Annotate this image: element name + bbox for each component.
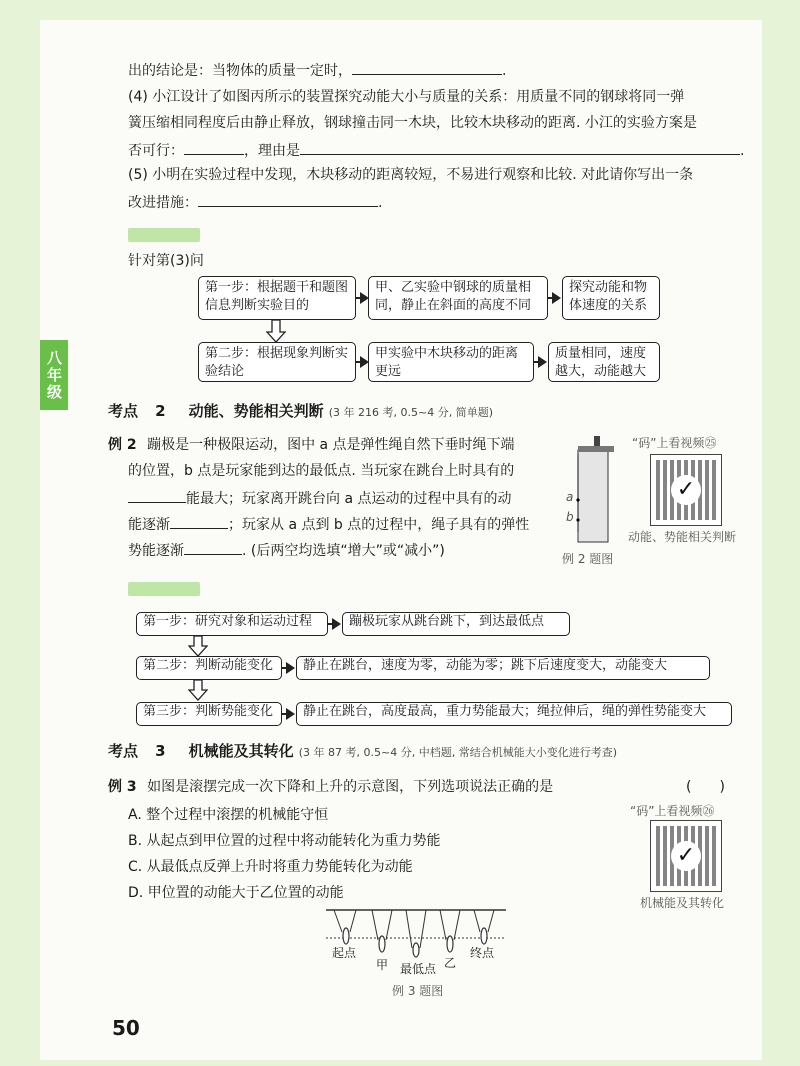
arrow-down-icon bbox=[188, 636, 208, 658]
arrow-right-icon bbox=[332, 618, 341, 630]
video-label bbox=[632, 434, 716, 451]
conclusion-text: 出的结论是：当物体的质量一定时， bbox=[128, 63, 352, 79]
flow1-step1-box: 第一步：根据题干和题图信息判断实验目的 bbox=[198, 276, 356, 320]
q5-line2 bbox=[128, 192, 382, 212]
example-label: 例 3 bbox=[108, 779, 137, 795]
example2-text: . (后两空均选填“增大”或“减小”) bbox=[242, 543, 445, 559]
section-tag-bar bbox=[128, 228, 200, 242]
example3-text: 如图是滚摆完成一次下降和上升的示意图，下列选项说法正确的是 bbox=[147, 779, 554, 795]
flow1-phenomenon-box: 甲实验中木块移动的距离更远 bbox=[368, 342, 534, 382]
check-icon: ✓ bbox=[671, 841, 701, 871]
arrow-right-icon bbox=[286, 662, 295, 674]
flow1-condition-box: 甲、乙实验中钢球的质量相同，静止在斜面的高度不同 bbox=[368, 276, 548, 320]
bungee-figure bbox=[560, 432, 616, 544]
fig-label-start: 起点 bbox=[332, 946, 357, 960]
video-label-text: “码”上看视频 bbox=[632, 436, 705, 450]
q4-line3 bbox=[128, 140, 744, 160]
point-a-label: a bbox=[566, 490, 574, 504]
check-icon: ✓ bbox=[671, 475, 701, 505]
kaodian-label: 考点 bbox=[108, 402, 139, 420]
period: . bbox=[740, 143, 745, 159]
example2-line1 bbox=[108, 436, 515, 454]
fig-label-yi: 乙 bbox=[444, 956, 457, 970]
fig-label-end: 终点 bbox=[470, 946, 495, 960]
answer-blank[interactable] bbox=[352, 60, 502, 75]
arrow-right-icon bbox=[552, 292, 561, 304]
section-tag-bar bbox=[128, 582, 200, 596]
qr-caption: 机械能及其转化 bbox=[640, 896, 725, 910]
flow2-step1-box: 第一步：研究对象和运动过程 bbox=[136, 612, 328, 636]
example2-text: ；玩家从 a 点到 b 点的过程中，绳子具有的弹性 bbox=[228, 517, 530, 533]
q5-line1: (5) 小明在实验过程中发现，木块移动的距离较短，不易进行观察和比较. 对此请你写出一条 bbox=[128, 167, 694, 183]
elastic-change-blank[interactable] bbox=[184, 540, 242, 555]
example2-figure-caption: 例 2 题图 bbox=[562, 552, 614, 566]
flow2-step3-box: 第三步：判断势能变化 bbox=[136, 702, 282, 726]
flow2-step1-result: 蹦极玩家从跳台跳下，到达最低点 bbox=[342, 612, 570, 636]
option-c[interactable]: C. 从最低点反弹上升时将重力势能转化为动能 bbox=[128, 859, 413, 875]
energy-type-blank[interactable] bbox=[128, 488, 186, 503]
example2-text: 能逐渐 bbox=[128, 517, 170, 533]
video-number: ㉖ bbox=[702, 804, 715, 818]
arrow-right-icon bbox=[538, 356, 547, 368]
video-label-text: “码”上看视频 bbox=[630, 804, 703, 818]
q4-line2: 簧压缩相同程度后由静止释放，钢球撞击同一木块，比较木块移动的距离. 小江的实验方案是 bbox=[128, 115, 697, 131]
flow1-step2-box: 第二步：根据现象判断实验结论 bbox=[198, 342, 356, 382]
kaodian-label: 考点 bbox=[108, 742, 139, 760]
option-a[interactable]: A. 整个过程中滚摆的机械能守恒 bbox=[128, 807, 329, 823]
example3-figure-caption: 例 3 题图 bbox=[392, 984, 444, 998]
flow2-step3-result: 静止在跳台，高度最高，重力势能最大；绳拉伸后，绳的弹性势能变大 bbox=[296, 702, 732, 726]
measure-blank[interactable] bbox=[198, 192, 378, 207]
example2-line2: 的位置，b 点是玩家能到达的最低点. 当玩家在跳台上时具有的 bbox=[128, 463, 515, 479]
arrow-down-icon bbox=[266, 320, 286, 344]
fig-label-lowest: 最低点 bbox=[400, 962, 437, 976]
reason-blank[interactable] bbox=[300, 140, 740, 155]
example2-text: 蹦极是一种极限运动，图中 a 点是弹性绳自然下垂时绳下端 bbox=[147, 437, 515, 453]
flow1-conclusion-box: 质量相同，速度越大，动能越大 bbox=[548, 342, 660, 382]
example-label: 例 2 bbox=[108, 437, 137, 453]
period: . bbox=[502, 63, 507, 79]
video-number: ㉕ bbox=[704, 436, 717, 450]
period: . bbox=[378, 195, 383, 211]
point-b-label: b bbox=[566, 510, 574, 524]
example2-line4 bbox=[128, 514, 529, 534]
q4-line1: (4) 小江设计了如图丙所示的装置探究动能大小与质量的关系：用质量不同的钢球将同一弹 bbox=[128, 89, 685, 105]
flow2-step2-result: 静止在跳台，速度为零，动能为零；跳下后速度变大，动能变大 bbox=[296, 656, 710, 680]
example2-line3 bbox=[128, 488, 511, 508]
feasible-blank[interactable] bbox=[184, 140, 244, 155]
kaodian2-heading bbox=[108, 400, 493, 421]
kaodian-number: 2 bbox=[155, 402, 166, 420]
kaodian-title: 动能、势能相关判断 bbox=[188, 402, 324, 420]
arrow-down-icon bbox=[188, 680, 208, 702]
q5-measure-label: 改进措施： bbox=[128, 195, 198, 211]
video-label bbox=[630, 802, 714, 819]
example2-text: 能最大；玩家离开跳台向 a 点运动的过程中具有的动 bbox=[186, 491, 512, 507]
example2-text: 势能逐渐 bbox=[128, 543, 184, 559]
qr-code[interactable] bbox=[650, 820, 722, 892]
q4-feasible-label: 否可行： bbox=[128, 143, 184, 159]
fig-label-jia: 甲 bbox=[376, 958, 389, 972]
option-d[interactable]: D. 甲位置的动能大于乙位置的动能 bbox=[128, 885, 344, 901]
example3-stem bbox=[108, 778, 553, 796]
kinetic-change-blank[interactable] bbox=[170, 514, 228, 529]
kaodian-note: (3 年 216 考, 0.5~4 分, 简单题) bbox=[328, 406, 494, 419]
flow2-step2-box: 第二步：判断动能变化 bbox=[136, 656, 282, 680]
kaodian-title: 机械能及其转化 bbox=[188, 742, 294, 760]
arrow-right-icon bbox=[286, 708, 295, 720]
flow1-purpose-box: 探究动能和物体速度的关系 bbox=[562, 276, 660, 320]
answer-paren[interactable]: ( ) bbox=[686, 779, 725, 795]
kaodian3-heading bbox=[108, 740, 617, 761]
q4-reason-label: ，理由是 bbox=[244, 143, 300, 159]
qr-caption: 动能、势能相关判断 bbox=[628, 530, 737, 544]
option-b[interactable]: B. 从起点到甲位置的过程中将动能转化为重力势能 bbox=[128, 833, 441, 849]
kaodian-number: 3 bbox=[155, 742, 166, 760]
flow1-caption: 针对第(3)问 bbox=[128, 253, 204, 269]
kaodian-note: (3 年 87 考, 0.5~4 分, 中档题, 常结合机械能大小变化进行考查) bbox=[298, 746, 618, 759]
grade-tab: 八年级 bbox=[40, 340, 68, 410]
qr-code[interactable] bbox=[650, 454, 722, 526]
conclusion-line bbox=[128, 60, 506, 80]
page-number: 50 bbox=[112, 1016, 140, 1040]
example2-line5 bbox=[128, 540, 445, 560]
